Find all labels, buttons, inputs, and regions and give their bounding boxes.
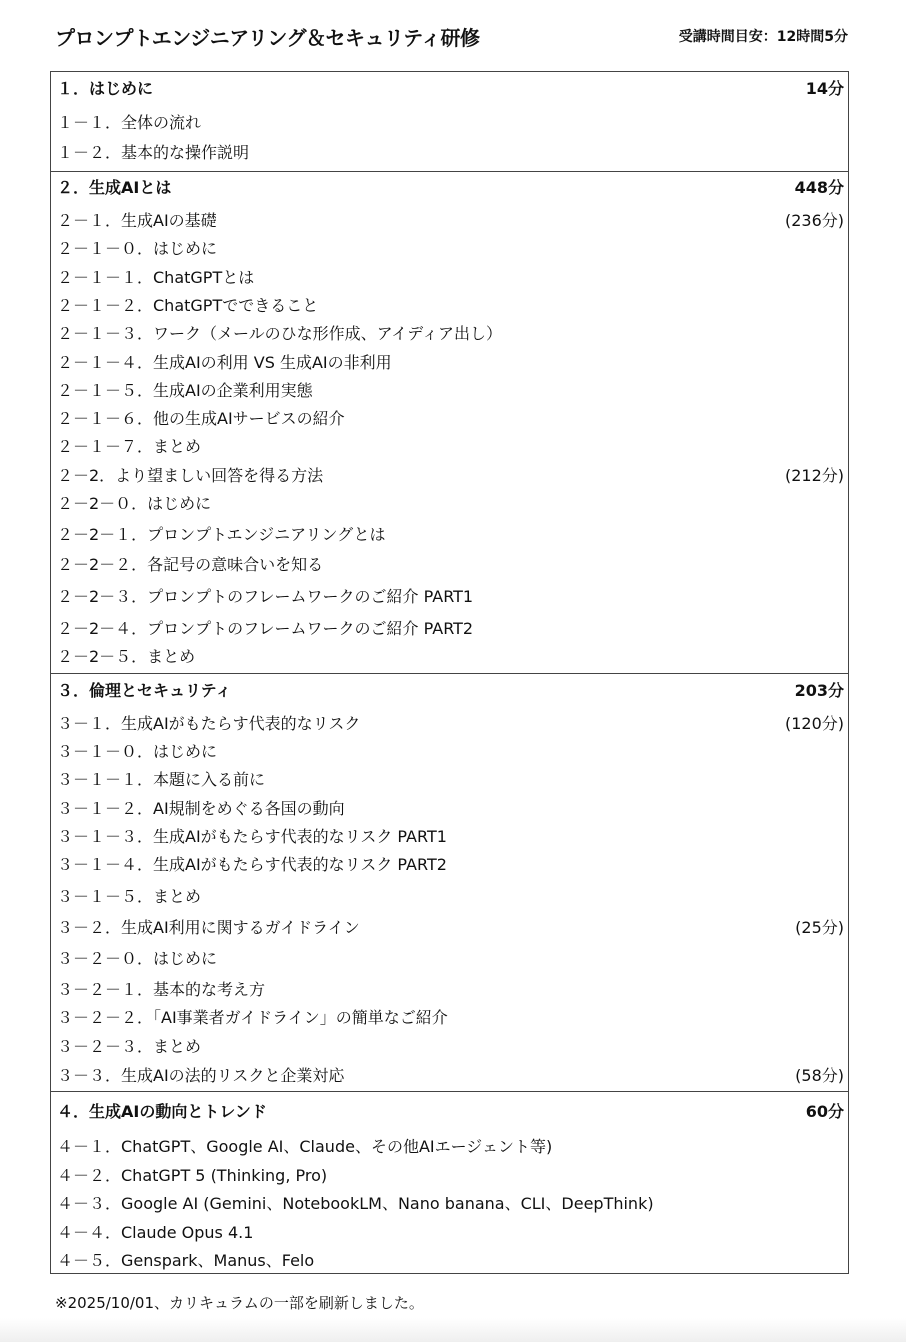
list-item: [57, 586, 844, 608]
list-item: [57, 741, 844, 763]
section-heading: [57, 680, 844, 702]
list-item: [57, 713, 844, 735]
item-text: ２－2－３．プロンプトのフレームワークのご紹介 PART1: [57, 587, 474, 606]
item-text: ３－１－０．はじめに: [57, 742, 218, 761]
list-item: [57, 323, 844, 345]
list-item: [57, 948, 844, 970]
item-text: １－１．全体の流れ: [57, 113, 202, 132]
section-heading: [57, 78, 844, 100]
item-text: ２－2－１．プロンプトエンジニアリングとは: [57, 525, 386, 544]
item-text: ３－３．生成AIの法的リスクと企業対応: [57, 1066, 345, 1085]
item-text: ３－１．生成AIがもたらす代表的なリスク: [57, 714, 361, 733]
list-item: [57, 854, 844, 876]
item-text: ３－１－５．まとめ: [57, 887, 202, 906]
item-text: ３－１－３．生成AIがもたらす代表的なリスク PART1: [57, 827, 447, 846]
item-text: ４－３．Google AI (Gemini、NotebookLM、Nano banana、CLI、DeepThink): [57, 1194, 654, 1213]
item-text: ３－２－３．まとめ: [57, 1037, 202, 1056]
item-text: ２－１－１．ChatGPTとは: [57, 268, 255, 287]
list-item: [57, 769, 844, 791]
item-text: ４－１．ChatGPT、Google AI、Claude、その他AIエージェント等): [57, 1137, 553, 1156]
footnote: ※2025/10/01、カリキュラムの一部を刷新しました。: [55, 1294, 424, 1312]
list-item: [57, 1036, 844, 1058]
item-text: ３－２－０．はじめに: [57, 949, 218, 968]
section-time: 203分: [794, 681, 844, 700]
section-title: ４．生成AIの動向とトレンド: [57, 1102, 267, 1121]
item-time: (58分): [795, 1066, 844, 1085]
list-item: [57, 142, 844, 164]
list-item: [57, 112, 844, 134]
list-item: [57, 465, 844, 487]
list-item: [57, 493, 844, 515]
section-time: 14分: [805, 79, 844, 98]
section-title: ３．倫理とセキュリティ: [57, 681, 232, 700]
list-item: [57, 1222, 844, 1244]
item-time: (120分): [784, 714, 844, 733]
list-item: [57, 886, 844, 908]
list-item: [57, 979, 844, 1001]
list-item: [57, 380, 844, 402]
list-item: [57, 917, 844, 939]
item-text: ２－１－５．生成AIの企業利用実態: [57, 381, 313, 400]
item-text: ２－１－４．生成AIの利用 VS 生成AIの非利用: [57, 353, 392, 372]
list-item: [57, 1136, 844, 1158]
item-text: ２－１－０．はじめに: [57, 239, 218, 258]
section-3: [51, 673, 848, 1091]
section-2: [51, 171, 848, 673]
item-text: ４－５．Genspark、Manus、Felo: [57, 1251, 315, 1270]
list-item: [57, 238, 844, 260]
item-text: ２－2－４．プロンプトのフレームワークのご紹介 PART2: [57, 619, 474, 638]
item-text: １－２．基本的な操作説明: [57, 143, 250, 162]
curriculum-table: [50, 71, 849, 1274]
item-time: (25分): [795, 918, 844, 937]
list-item: [57, 646, 844, 668]
total-duration: 受講時間目安：12時間5分: [678, 29, 848, 45]
section-time: 60分: [805, 1102, 844, 1121]
item-text: ２－１－２．ChatGPTでできること: [57, 296, 319, 315]
section-title: １．はじめに: [57, 79, 154, 98]
section-title: ２．生成AIとは: [57, 178, 172, 197]
item-text: ３－１－４．生成AIがもたらす代表的なリスク PART2: [57, 855, 447, 874]
list-item: [57, 618, 844, 640]
item-text: ２－2－５．まとめ: [57, 647, 196, 666]
item-text: ３－２－１．基本的な考え方: [57, 980, 266, 999]
section-heading: [57, 177, 844, 199]
item-text: ２－１－７．まとめ: [57, 437, 202, 456]
list-item: [57, 554, 844, 576]
item-time: (212分): [784, 466, 844, 485]
list-item: [57, 408, 844, 430]
item-text: ３－２．生成AI利用に関するガイドライン: [57, 918, 360, 937]
list-item: [57, 210, 844, 232]
item-text: ３－２－２．「AI事業者ガイドライン」の簡単なご紹介: [57, 1008, 448, 1027]
list-item: [57, 1165, 844, 1187]
item-text: ２－2－０．はじめに: [57, 494, 212, 513]
document-header: [55, 20, 848, 52]
section-4: [51, 1091, 848, 1273]
list-item: [57, 267, 844, 289]
list-item: [57, 1193, 844, 1215]
list-item: [57, 1250, 844, 1272]
item-text: ２－2．より望ましい回答を得る方法: [57, 466, 324, 485]
item-text: ２－１．生成AIの基礎: [57, 211, 217, 230]
section-heading: [57, 1101, 844, 1123]
item-time: (236分): [784, 211, 844, 230]
list-item: [57, 352, 844, 374]
list-item: [57, 436, 844, 458]
list-item: [57, 826, 844, 848]
item-text: ４－２．ChatGPT 5 (Thinking, Pro): [57, 1166, 328, 1185]
item-text: ２－１－３．ワーク（メールのひな形作成、アイディア出し）: [57, 324, 502, 343]
page-bottom-shade: [0, 1318, 906, 1342]
list-item: [57, 1007, 844, 1029]
item-text: ２－１－６．他の生成AIサービスの紹介: [57, 409, 345, 428]
section-1: [51, 72, 848, 171]
item-text: ４－４．Claude Opus 4.1: [57, 1223, 254, 1242]
list-item: [57, 1065, 844, 1087]
item-text: ３－１－１．本題に入る前に: [57, 770, 266, 789]
item-text: ３－１－２．AI規制をめぐる各国の動向: [57, 799, 345, 818]
list-item: [57, 524, 844, 546]
section-time: 448分: [794, 178, 844, 197]
item-text: ２－2－２．各記号の意味合いを知る: [57, 555, 324, 574]
document-title: プロンプトエンジニアリング＆セキュリティ研修: [55, 26, 480, 50]
list-item: [57, 295, 844, 317]
list-item: [57, 798, 844, 820]
